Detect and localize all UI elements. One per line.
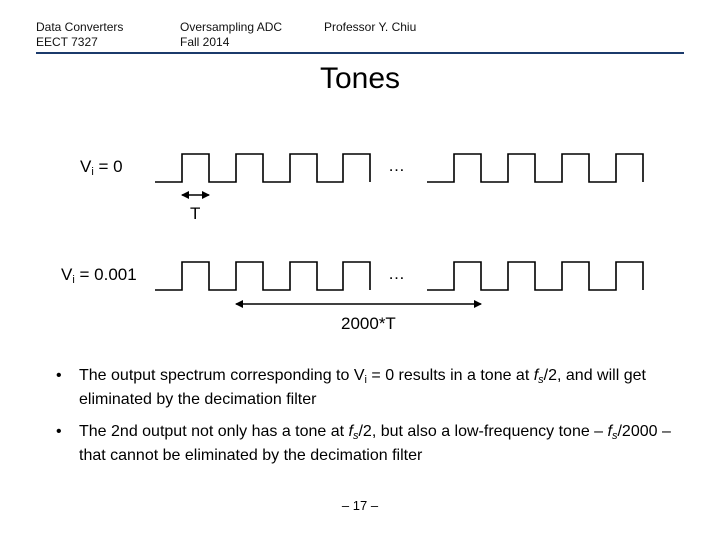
page-number: – 17 – xyxy=(341,498,379,513)
waveform-vi-0001-right xyxy=(427,262,643,290)
waveform-vi-0001-left xyxy=(155,262,370,290)
lecture-topic: Oversampling ADC xyxy=(180,20,283,34)
bullet-list xyxy=(56,366,696,478)
waveform-vi-0-left xyxy=(155,154,370,182)
bullet-marker: • xyxy=(56,423,62,440)
term: Fall 2014 xyxy=(180,35,230,49)
course-code: EECT 7327 xyxy=(36,35,98,49)
bullet-item: • The 2nd output not only has a tone at $f_s/2$, but also a low-frequency tone – $f_s/2000$ – that cannot be eliminated by the decimation filter xyxy=(56,423,671,464)
ellipsis-row2: … xyxy=(388,264,405,283)
course-name: Data Converters xyxy=(36,20,124,34)
waveform-vi-0-right xyxy=(427,154,643,182)
ellipsis-row1: … xyxy=(388,156,405,175)
span-label: 2000*T xyxy=(341,314,396,333)
period-label: T xyxy=(190,204,201,223)
instructor-name: Professor Y. Chiu xyxy=(324,20,417,34)
label-vi-0001: $V_i = 0.001$ xyxy=(61,265,137,286)
bullet-item: • The output spectrum corresponding to $V_i = 0$ results in a tone at $f_s/2$, and will get eliminated by the decimation filter xyxy=(56,367,646,408)
label-vi-0: $V_i = 0$ xyxy=(80,157,123,178)
bullet-marker: • xyxy=(56,367,62,384)
slide-title: Tones xyxy=(319,62,401,95)
